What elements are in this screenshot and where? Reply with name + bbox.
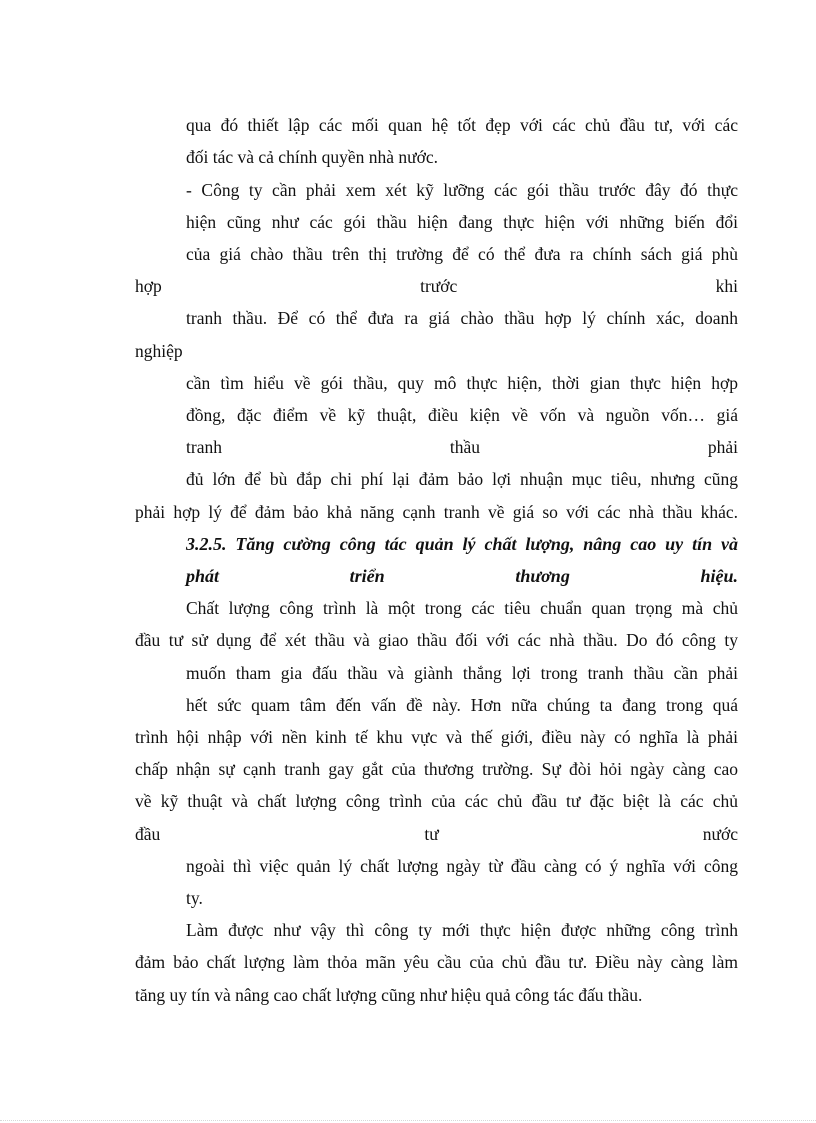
text-line: phải hợp lý để đảm bảo khả năng cạnh tranh về giá so với các nhà thầu khác.	[135, 502, 738, 522]
text-line: về kỹ thuật và chất lượng công trình của các chủ đầu tư đặc biệt là các chủ	[135, 791, 738, 811]
text-line: muốn tham gia đấu thầu và giành thắng lợi trong tranh thầu cần phải	[186, 663, 738, 683]
text-line: hợp trước khi	[135, 276, 738, 296]
text-line: ty.	[186, 888, 203, 908]
section-heading: 3.2.5. Tăng cường công tác quản lý chất lượng, nâng cao uy tín và	[186, 534, 738, 554]
text-line: đảm bảo chất lượng làm thỏa mãn yêu cầu của chủ đầu tư. Điều này càng làm	[135, 952, 738, 972]
text-line: chấp nhận sự cạnh tranh gay gắt của thương trường. Sự đòi hỏi ngày càng cao	[135, 759, 738, 779]
text-line: ngoài thì việc quản lý chất lượng ngày từ đầu càng có ý nghĩa với công	[186, 856, 738, 876]
text-line: của giá chào thầu trên thị trường để có thể đưa ra chính sách giá phù	[186, 244, 738, 264]
text-line: trình hội nhập với nền kinh tế khu vực và thế giới, điều này có nghĩa là phải	[135, 727, 738, 747]
text-line: tranh thầu. Để có thể đưa ra giá chào thầu hợp lý chính xác, doanh	[186, 308, 738, 328]
text-line: hiện cũng như các gói thầu hiện đang thực hiện với những biến đổi	[186, 212, 738, 232]
text-line: - Công ty cần phải xem xét kỹ lưỡng các gói thầu trước đây đó thực	[186, 180, 738, 200]
text-line: đầu tư nước	[135, 824, 738, 844]
section-heading: phát triển thương hiệu.	[186, 566, 738, 586]
text-line: Làm được như vậy thì công ty mới thực hiện được những công trình	[186, 920, 738, 940]
text-line: đủ lớn để bù đắp chi phí lại đảm bảo lợi nhuận mục tiêu, nhưng cũng	[186, 469, 738, 489]
text-line: nghiệp	[135, 341, 183, 361]
text-line: Chất lượng công trình là một trong các tiêu chuẩn quan trọng mà chủ	[186, 598, 738, 618]
page-bottom-divider	[0, 1120, 816, 1121]
text-line: đối tác và cả chính quyền nhà nước.	[186, 147, 438, 167]
text-line: tranh thầu phải	[186, 437, 738, 457]
text-line: qua đó thiết lập các mối quan hệ tốt đẹp với các chủ đầu tư, với các	[186, 115, 738, 135]
text-line: cần tìm hiểu về gói thầu, quy mô thực hiện, thời gian thực hiện hợp	[186, 373, 738, 393]
text-line: hết sức quam tâm đến vấn đề này. Hơn nữa chúng ta đang trong quá	[186, 695, 738, 715]
text-line: đồng, đặc điểm về kỹ thuật, điều kiện về vốn và nguồn vốn… giá	[186, 405, 738, 425]
text-line: tăng uy tín và nâng cao chất lượng cũng như hiệu quả công tác đấu thầu.	[135, 985, 643, 1005]
text-line: đầu tư sử dụng để xét thầu và giao thầu đối với các nhà thầu. Do đó công ty	[135, 630, 738, 650]
